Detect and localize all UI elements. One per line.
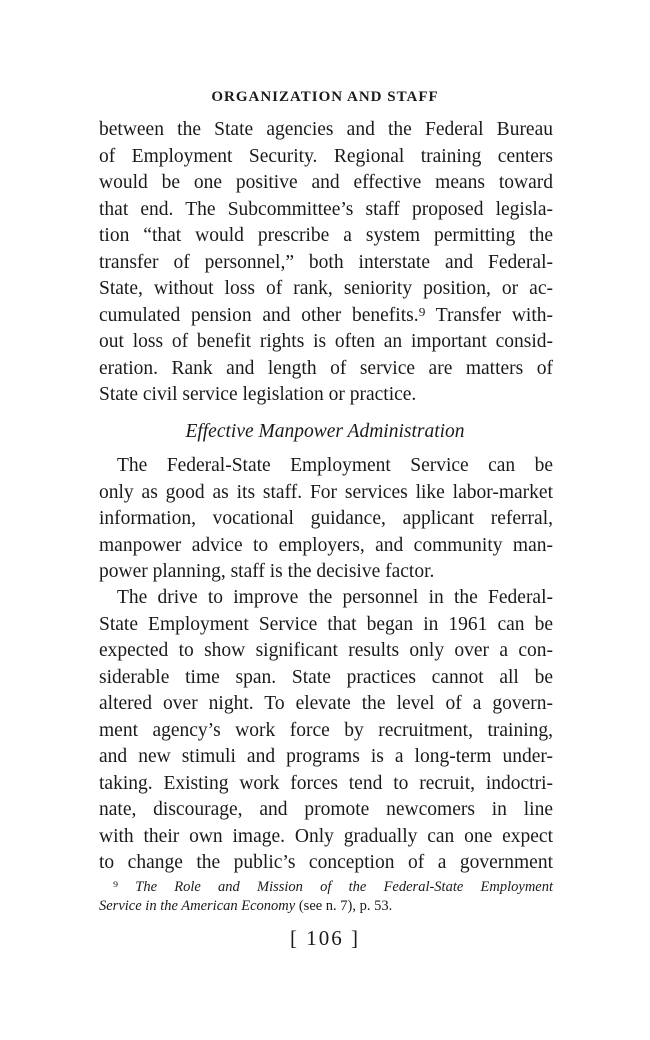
text-line: altered over night. To elevate the level of a govern- bbox=[99, 693, 553, 714]
text-line: eration. Rank and length of service are matters of bbox=[99, 357, 553, 379]
text-line: would be one positive and effective means toward bbox=[99, 172, 553, 193]
text-line: only as good as its staff. For services like labor-market bbox=[99, 481, 553, 503]
paragraph-1 bbox=[99, 117, 553, 409]
text-line: The drive to improve the personnel in the Federal- bbox=[117, 587, 553, 608]
text-line: to change the public’s conception of a government bbox=[99, 852, 553, 873]
text-line: out loss of benefit rights is often an important consid- bbox=[99, 331, 553, 352]
section-heading: Effective Manpower Administration bbox=[185, 421, 465, 442]
text-line: that end. The Subcommittee’s staff proposed legisla- bbox=[99, 198, 553, 220]
running-head: ORGANIZATION AND STAFF bbox=[211, 89, 439, 105]
text-line: information, vocational guidance, applicant referral, bbox=[99, 508, 553, 529]
footnote-line-2 bbox=[99, 897, 553, 916]
text-line: between the State agencies and the Federal Bureau bbox=[99, 119, 553, 140]
footnote-citation: (see n. 7), p. 53. bbox=[295, 898, 393, 914]
text-line: expected to show significant results only over a con- bbox=[99, 640, 553, 661]
text-line: nate, discourage, and promote newcomers in line bbox=[99, 799, 553, 820]
text-line: and new stimuli and programs is a long-term under- bbox=[99, 746, 553, 767]
paragraph-2 bbox=[99, 453, 553, 586]
text-line: transfer of personnel,” both interstate and Federal- bbox=[99, 251, 553, 273]
text-line: State, without loss of rank, seniority position, or ac- bbox=[99, 278, 553, 299]
text-line: cumulated pension and other benefits.⁹ Transfer with- bbox=[99, 304, 553, 326]
footnote-line-1 bbox=[99, 878, 553, 897]
text-line: manpower advice to employers, and community man- bbox=[99, 534, 553, 556]
footnote-marker: ⁹ bbox=[113, 879, 119, 895]
text-line: State Employment Service that began in 1961 can be bbox=[99, 613, 553, 635]
text-line: tion “that would prescribe a system permitting the bbox=[99, 225, 553, 246]
footnote-title-part-2: Service in the American Economy bbox=[99, 898, 296, 914]
text-line: ment agency’s work force by recruitment, training, bbox=[99, 719, 553, 741]
text-line: power planning, staff is the decisive factor. bbox=[99, 561, 435, 582]
text-line: of Employment Security. Regional training centers bbox=[99, 145, 553, 167]
text-line: taking. Existing work forces tend to recruit, indoctri- bbox=[99, 772, 553, 794]
text-line: State civil service legislation or practice. bbox=[99, 384, 417, 405]
text-line: The Federal-State Employment Service can be bbox=[117, 455, 553, 476]
text-line: with their own image. Only gradually can one expect bbox=[99, 825, 553, 847]
paragraph-3 bbox=[99, 585, 553, 877]
page-number: [ 106 ] bbox=[290, 926, 360, 950]
text-line: siderable time span. State practices cannot all be bbox=[99, 666, 553, 688]
footnote-title-part-1: The Role and Mission of the Federal-State Employment bbox=[135, 879, 553, 895]
footnote bbox=[99, 878, 553, 916]
